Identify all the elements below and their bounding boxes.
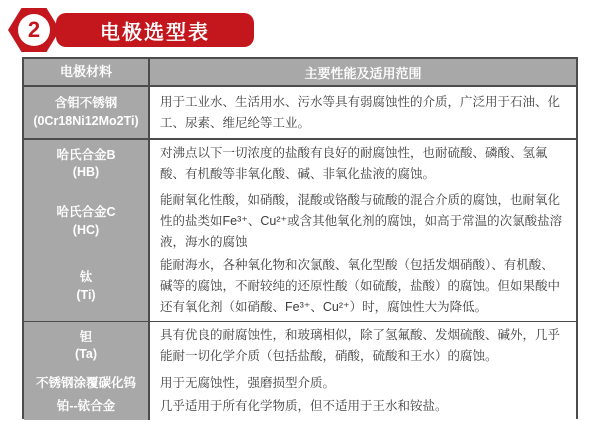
table-row	[24, 87, 576, 140]
material-name: 钛	[79, 270, 93, 284]
material-name: 铂--铱合金	[56, 398, 116, 413]
step-badge	[8, 8, 60, 52]
material-name: 哈氏合金C	[56, 205, 116, 219]
column-header-performance: 主要性能及适用范围	[150, 59, 576, 85]
material-name: 钽	[79, 329, 93, 344]
material-cell	[24, 252, 150, 321]
performance-text: 几乎适用于所有化学物质，但不适用于王水和铵盐。	[160, 399, 448, 413]
table-row	[24, 322, 576, 370]
performance-cell	[150, 187, 576, 256]
performance-cell	[150, 322, 576, 370]
material-cell	[24, 187, 150, 256]
table-row	[24, 370, 576, 393]
page-header	[8, 6, 254, 54]
material-cell	[24, 87, 150, 138]
performance-cell	[150, 393, 576, 420]
material-name: 含钼不锈钢	[54, 96, 118, 110]
performance-text: 对沸点以下一切浓度的盐酸有良好的耐腐蚀性，也耐硫酸、磷酸、氢氟酸、有机酸等非氧化酸、碱、非氧化盐液的腐蚀。	[160, 146, 548, 181]
performance-text: 用于无腐蚀性，强磨损型介质。	[160, 376, 336, 390]
material-name: 哈氏合金B	[56, 147, 116, 162]
electrode-selection-table	[22, 57, 578, 419]
table-row	[24, 140, 576, 187]
performance-text: 能耐海水，各种氧化物和次氯酸、氧化型酸（包括发烟硝酸）、有机酸、碱等的腐蚀，不耐较纯的还原性酸（如硫酸，盐酸）的腐蚀。但如果酸中还有氧化剂（如硝酸、Fe³⁺、Cu²⁺）时，腐蚀性大为降低。	[160, 258, 561, 314]
material-cell	[24, 140, 150, 188]
material-grade: (0Cr18Ni12Mo2Ti)	[33, 113, 139, 128]
column-header-material: 电极材料	[24, 59, 150, 85]
table-header-row	[24, 59, 576, 87]
performance-cell	[150, 140, 576, 188]
table-row	[24, 187, 576, 252]
material-name: 不锈钢涂覆碳化钨	[35, 375, 136, 390]
material-cell	[24, 322, 150, 370]
badge-circle	[18, 14, 50, 46]
page-title	[56, 13, 254, 47]
material-grade: (Ta)	[75, 347, 97, 361]
material-grade: (HC)	[72, 222, 100, 237]
performance-cell	[150, 252, 576, 321]
table-row	[24, 252, 576, 322]
material-grade: (HB)	[72, 165, 100, 179]
performance-cell	[150, 87, 576, 138]
material-grade: (Ti)	[76, 287, 96, 302]
performance-text: 用于工业水、生活用水、污水等具有弱腐蚀性的介质，广泛用于石油、化工、尿素、维尼纶等工业。	[160, 94, 561, 130]
material-cell	[24, 393, 150, 420]
performance-text: 具有优良的耐腐蚀性，和玻璃相似，除了氢氟酸、发烟硫酸、碱外，几乎能耐一切化学介质（包括盐酸，硝酸，硫酸和王水）的腐蚀。	[160, 328, 561, 363]
page-title-text: 电极选型表	[100, 21, 210, 44]
table-row	[24, 393, 576, 417]
badge-number: 2	[27, 17, 41, 42]
performance-text: 能耐氧化性酸，如硝酸，混酸或铬酸与硫酸的混合介质的腐蚀，也耐氧化性的盐类如Fe³⁺、Cu²⁺或含其他氧化剂的腐蚀，如高于常温的次氯酸盐溶液，海水的腐蚀	[160, 193, 563, 249]
